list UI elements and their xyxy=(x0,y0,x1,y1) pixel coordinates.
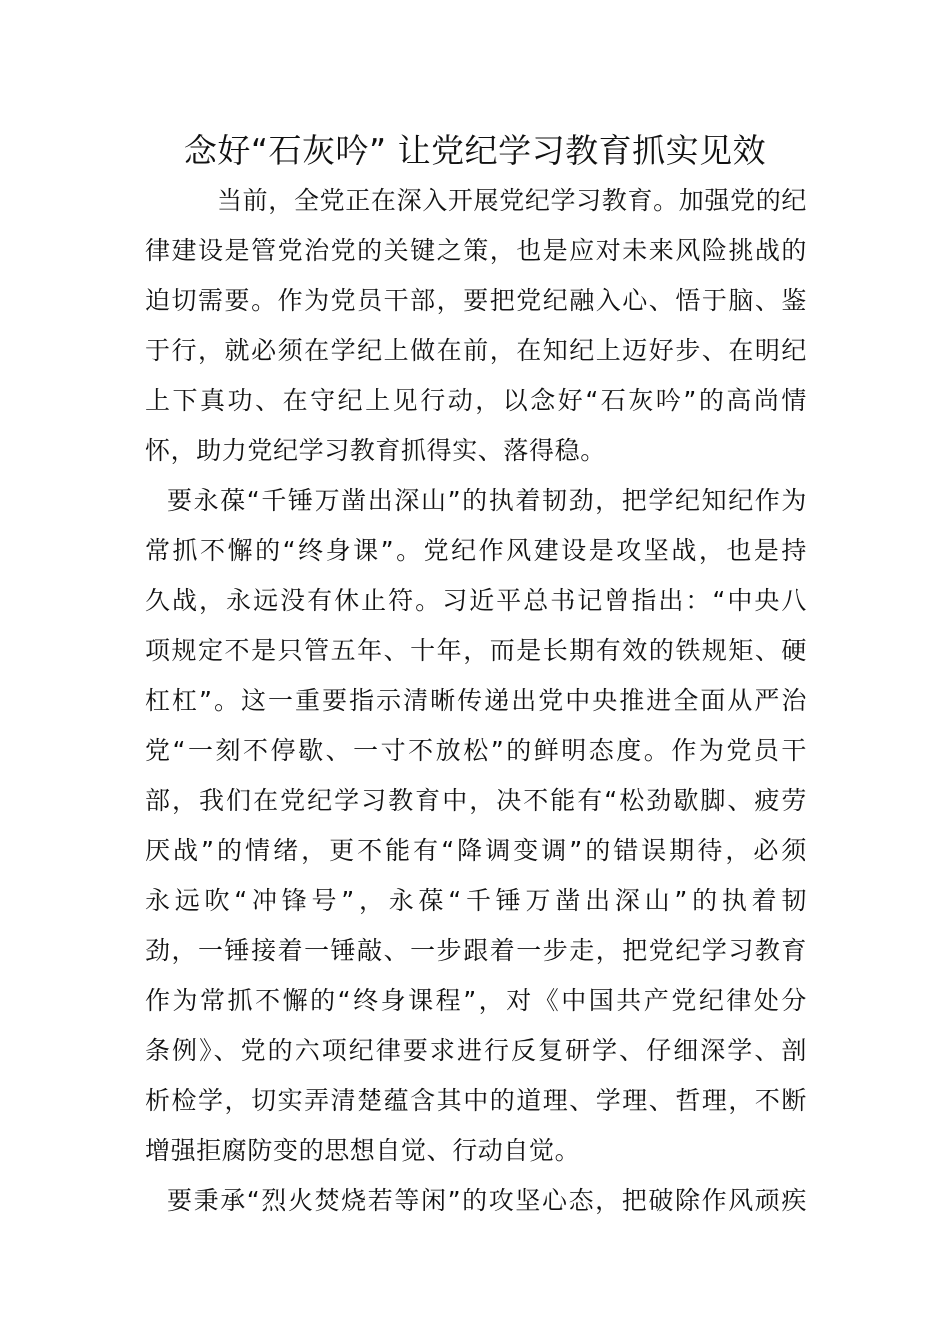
document-title: 念好“石灰吟” 让党纪学习教育抓实见效 xyxy=(183,131,767,170)
paragraph-2 xyxy=(145,476,807,1176)
paragraph-line: 怀，助力党纪学习教育抓得实、落得稳。 xyxy=(145,436,606,465)
paragraph-line: 要秉承“烈火焚烧若等闲”的攻坚心态，把破除作风顽疾 xyxy=(167,1186,807,1215)
paragraph-line: 律建设是管党治党的关键之策，也是应对未来风险挑战的 xyxy=(145,236,807,265)
paragraph-1 xyxy=(145,176,807,476)
document-body xyxy=(145,176,807,1226)
paragraph-line: 党“一刻不停歇、一寸不放松”的鲜明态度。作为党员干 xyxy=(145,736,807,765)
paragraph-line: 上下真功、在守纪上见行动，以念好“石灰吟”的高尚情 xyxy=(145,386,807,415)
paragraph-line: 劲，一锤接着一锤敲、一步跟着一步走，把党纪学习教育 xyxy=(145,936,807,965)
paragraph-line: 增强拒腐防变的思想自觉、行动自觉。 xyxy=(145,1136,581,1165)
paragraph-3 xyxy=(145,1176,807,1226)
paragraph-line: 部，我们在党纪学习教育中，决不能有“松劲歇脚、疲劳 xyxy=(145,786,807,815)
paragraph-line: 析检学，切实弄清楚蕴含其中的道理、学理、哲理，不断 xyxy=(145,1086,807,1115)
paragraph-line: 作为常抓不懈的“终身课程”，对《中国共产党纪律处分 xyxy=(145,986,807,1015)
paragraph-line: 当前，全党正在深入开展党纪学习教育。加强党的纪 xyxy=(217,186,807,215)
paragraph-line: 杠杠”。这一重要指示清晰传递出党中央推进全面从严治 xyxy=(145,686,807,715)
paragraph-line: 条例》、党的六项纪律要求进行反复研学、仔细深学、剖 xyxy=(145,1036,807,1065)
paragraph-line: 于行，就必须在学纪上做在前，在知纪上迈好步、在明纪 xyxy=(145,336,807,365)
paragraph-line: 常抓不懈的“终身课”。党纪作风建设是攻坚战，也是持 xyxy=(145,536,807,565)
paragraph-line: 项规定不是只管五年、十年，而是长期有效的铁规矩、硬 xyxy=(145,636,807,665)
paragraph-line: 久战，永远没有休止符。习近平总书记曾指出：“中央八 xyxy=(145,586,807,615)
paragraph-line: 厌战”的情绪，更不能有“降调变调”的错误期待，必须 xyxy=(145,836,807,865)
paragraph-line: 迫切需要。作为党员干部，要把党纪融入心、悟于脑、鉴 xyxy=(145,286,807,315)
paragraph-line: 永远吹“冲锋号”，永葆“千锤万凿出深山”的执着韧 xyxy=(145,886,807,915)
paragraph-line: 要永葆“千锤万凿出深山”的执着韧劲，把学纪知纪作为 xyxy=(167,486,807,515)
